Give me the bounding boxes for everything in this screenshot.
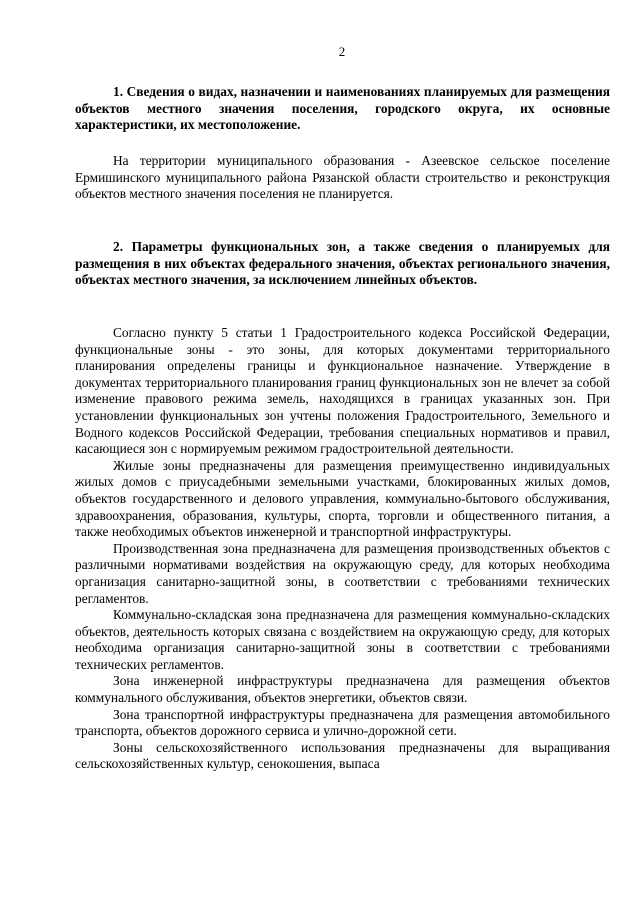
section-2-paragraph-agricultural-zone: Зоны сельскохозяйственного использования предназначены для выращивания сельскохозяйственных культур, сенокошения, выпаса (75, 739, 610, 772)
section-1-paragraph: На территории муниципального образования - Азеевское сельское поселение Ермишинского муниципального района Рязанской области строительство и реконструкция объектов местного значения поселения не планируется. (75, 153, 610, 202)
section-2-paragraph-transport-zone: Зона транспортной инфраструктуры предназначена для размещения автомобильного транспорта, объектов дорожного сервиса и улично-дорожной сети. (75, 706, 610, 739)
section-2-heading: 2. Параметры функциональных зон, а также сведения о планируемых для размещения в них объектах федерального значения, объектах регионального значения, объектах местного значения, за исключением линейных объектов. (75, 239, 610, 287)
section-2-paragraph-legal-basis: Согласно пункту 5 статьи 1 Градостроительного кодекса Российской Федерации, функциональные зоны - это зоны, для которых документами территориального планирования определены границы и функциональное назначение. Утверждение в документах территориального планирования границ функциональных зон не влечет за собой изменение правового режима земель, находящихся в границах указанных зон. При установлении функциональных зон учтены положения Градостроительного, Земельного и Водного кодексов Российской Федерации, требования специальных нормативов и правил, касающиеся зон с нормируемым режимом градостроительной деятельности. (75, 325, 610, 457)
section-1-heading: 1. Сведения о видах, назначении и наименованиях планируемых для размещения объектов местного значения поселения, городского округа, их основные характеристики, их местоположение. (75, 84, 610, 132)
section-2-paragraph-warehouse-zone: Коммунально-складская зона предназначена для размещения коммунально-складских объектов, деятельность которых связана с воздействием на окружающую среду, для которых необходима организация санитарно-защитной зоны в соответствии с требованиями технических регламентов. (75, 607, 610, 672)
section-2-paragraph-residential-zones: Жилые зоны предназначены для размещения преимущественно индивидуальных жилых домов с приусадебными земельными участками, блокированных жилых домов, объектов государственного и делового управления, коммунально-бытового обслуживания, здравоохранения, образования, культуры, спорта, торговли и общественного питания, а также необходимых объектов инженерной и транспортной инфраструктуры. (75, 457, 610, 540)
page-number: 2 (338, 44, 346, 59)
section-2-paragraph-industrial-zone: Производственная зона предназначена для размещения производственных объектов с различными нормативами воздействия на окружающую среду, для которых необходима организация санитарно-защитной зоны, в соответствии с требованиями технических регламентов. (75, 540, 610, 606)
section-1-body (75, 153, 610, 203)
section-2-paragraph-engineering-zone: Зона инженерной инфраструктуры предназначена для размещения объектов коммунального обслуживания, объектов энергетики, объектов связи. (75, 673, 610, 706)
section-2-body (75, 325, 610, 773)
